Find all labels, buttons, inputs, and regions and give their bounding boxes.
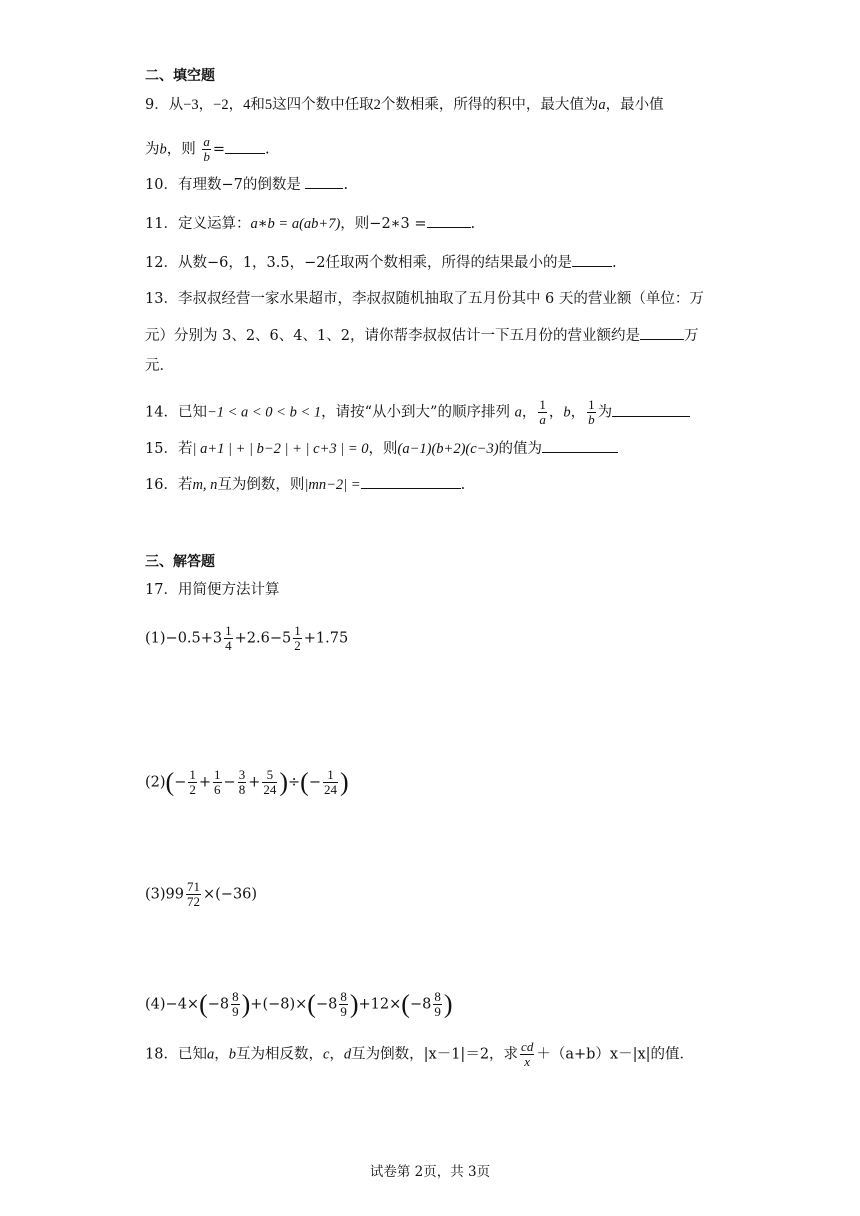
question-11: [145, 213, 475, 234]
fraction-numerator: 3: [238, 767, 246, 782]
sign: +: [198, 774, 212, 791]
fraction-numerator: 71: [187, 879, 200, 894]
fraction: [520, 1040, 534, 1069]
q9-equals: =: [212, 141, 226, 158]
q15-expression: (a−1)(b+2)(c−3): [397, 441, 499, 457]
q14-text: 14．已知: [145, 404, 207, 421]
expr-text: +1.75: [303, 630, 349, 647]
q17-part-1: [145, 624, 348, 653]
fraction: [188, 768, 197, 797]
section-title-solve: 三、解答题: [145, 554, 215, 570]
fraction-numerator: 1: [294, 623, 301, 638]
question-16: [145, 474, 465, 495]
paren-open: (: [307, 989, 316, 1019]
q15-text: ，则: [368, 441, 398, 457]
expr-text: −4×: [165, 996, 200, 1013]
q9-text: ，则: [166, 141, 196, 158]
answer-blank[interactable]: [572, 252, 612, 267]
q9-numbers: −3，−2，4: [183, 97, 251, 113]
paren-open: (: [300, 767, 309, 797]
answer-blank[interactable]: [542, 438, 618, 453]
fraction: [224, 624, 233, 653]
q11-definition: a∗b = a(ab+7): [250, 216, 341, 232]
period: .: [460, 477, 466, 493]
q10-text: 的倒数是: [242, 177, 301, 193]
question-14: [145, 398, 690, 427]
fraction: [213, 768, 222, 797]
q9-var-a: a: [598, 97, 606, 113]
expr-text: −8: [207, 996, 230, 1013]
fraction: [186, 880, 201, 909]
fraction-numerator: 8: [434, 989, 441, 1004]
q18-text: 互为倒数，|x－1|＝2，求: [351, 1046, 519, 1063]
expr-text: −8: [409, 996, 432, 1013]
q9-number: 5: [264, 97, 273, 113]
answer-blank[interactable]: [427, 213, 471, 228]
period: .: [470, 216, 476, 232]
q10-number: −7: [221, 177, 243, 193]
fraction: [323, 768, 338, 797]
q9-text: 为: [145, 141, 160, 158]
fraction: [339, 990, 348, 1019]
expr-text: −8: [315, 996, 338, 1013]
question-18: [145, 1040, 694, 1069]
part-label: (3): [145, 886, 166, 903]
paren-close: ): [340, 767, 349, 797]
separator: ，: [521, 404, 537, 421]
separator: ，: [548, 404, 564, 421]
q17-part-2: [145, 768, 349, 797]
fraction-denominator: 72: [187, 894, 200, 909]
fraction-denominator: a: [539, 412, 546, 427]
question-17-title: 17．用简便方法计算: [145, 582, 280, 598]
fraction: [433, 990, 442, 1019]
question-9-line-1: [145, 95, 664, 115]
sign: −: [308, 774, 321, 791]
fraction: [238, 768, 247, 797]
q9-text: 9．从: [145, 97, 184, 113]
period: .: [343, 177, 349, 193]
period: .: [265, 141, 270, 158]
period: .: [612, 255, 617, 271]
question-10: [145, 174, 348, 195]
q13-text: 元）分别为 3、2、6、4、1、2，请你帮李叔叔估计一下五月份的营业额约是: [145, 328, 640, 344]
question-13-line-2: [145, 325, 698, 346]
q9-number: 2: [373, 97, 381, 113]
q9-text: 个数相乘，所得的积中，最大值为: [380, 97, 599, 113]
fraction-denominator: 2: [294, 638, 301, 653]
fraction-numerator: cd: [521, 1039, 534, 1054]
fraction-numerator: a: [203, 134, 210, 149]
fraction: [293, 624, 302, 653]
part-label: (2): [145, 774, 166, 791]
expr-text: 99: [165, 886, 184, 903]
q15-text: 的值为: [498, 441, 543, 457]
q12-numbers: −6，1，3.5，−2: [206, 255, 326, 271]
fraction-denominator: 9: [434, 1004, 441, 1019]
q10-text: 10．有理数: [145, 177, 222, 193]
fraction-denominator: 8: [238, 782, 246, 797]
paren-close: ): [443, 989, 453, 1019]
q14-fraction-1-over-b: [587, 398, 596, 427]
question-12: [145, 252, 617, 273]
answer-blank[interactable]: [305, 174, 343, 189]
question-9-line-2: [145, 135, 270, 164]
expr-text: ×(−36): [203, 886, 258, 903]
question-13-line-1: 13．李叔叔经营一家水果超市，李叔叔随机抽取了五月份其中 6 天的营业额（单位：万: [145, 291, 704, 307]
sign: −: [223, 774, 236, 791]
separator: ，: [214, 1046, 229, 1063]
fraction-numerator: 1: [588, 397, 595, 412]
fraction-denominator: b: [588, 412, 595, 427]
paren-close: ): [241, 989, 251, 1019]
fraction-denominator: b: [203, 149, 210, 164]
q15-text: 15．若: [145, 441, 193, 457]
q12-text: 任取两个数相乘，所得的结果最小的是: [325, 255, 572, 271]
fraction-numerator: 1: [214, 767, 221, 782]
q11-text: 11．定义运算：: [145, 216, 251, 232]
q9-text: 这四个数中任取: [272, 97, 374, 113]
fraction-numerator: 1: [539, 397, 546, 412]
fraction-denominator: 4: [225, 638, 232, 653]
paren-close: ): [279, 767, 289, 797]
section-title-fill-in: 二、填空题: [145, 68, 215, 84]
paren-open: (: [165, 767, 175, 797]
paren-close: ): [349, 989, 359, 1019]
q14-fraction-1-over-a: [538, 398, 547, 427]
paren-open: (: [199, 989, 208, 1019]
q15-condition: | a+1 | + | b−2 | + | c+3 | = 0: [192, 441, 369, 457]
q16-variables: m, n: [192, 477, 218, 493]
fraction-denominator: x: [524, 1054, 531, 1069]
fraction-denominator: 24: [263, 782, 277, 797]
fraction-numerator: 1: [323, 768, 338, 783]
fraction-numerator: 1: [189, 767, 196, 782]
fraction-denominator: 9: [232, 1004, 239, 1019]
fraction-denominator: 6: [214, 782, 221, 797]
fraction-numerator: 1: [225, 623, 232, 638]
q18-text: 18．已知: [145, 1046, 207, 1063]
fraction-denominator: 2: [189, 782, 196, 797]
expr-text: +12×: [358, 996, 402, 1013]
separator: ，: [570, 404, 586, 421]
q14-var-b: b: [563, 404, 571, 421]
answer-blank[interactable]: [612, 402, 690, 417]
fraction-numerator: 8: [232, 989, 239, 1004]
q18-text: 互为相反数，: [235, 1046, 323, 1063]
q12-text: 12．从数: [145, 255, 207, 271]
fraction-numerator: 8: [340, 989, 347, 1004]
paren-open: (: [401, 989, 410, 1019]
answer-blank[interactable]: [640, 325, 684, 340]
q18-text: ＋（a+b）x－|x|的值．: [536, 1046, 695, 1063]
q16-text: 16．若: [145, 477, 193, 493]
answer-blank[interactable]: [225, 139, 265, 154]
fraction-denominator: 9: [340, 1004, 347, 1019]
fraction: [231, 990, 240, 1019]
sign: −: [174, 774, 187, 791]
q11-expression: −2∗3 =: [369, 216, 427, 232]
part-label: (1): [145, 630, 166, 647]
expr-text: +(−8)×: [250, 996, 308, 1013]
q17-part-3: [145, 880, 257, 909]
q17-part-4: [145, 990, 452, 1019]
expr-text: +2.6−5: [234, 630, 292, 647]
q14-var-a: a: [514, 404, 522, 421]
q14-text: ，请按“从小到大”的顺序排列: [321, 404, 510, 421]
q9-text: 和: [250, 97, 265, 113]
part-label: (4): [145, 996, 166, 1013]
q18-var: b: [228, 1046, 236, 1063]
question-15: [145, 438, 618, 459]
fraction: [262, 768, 277, 797]
q16-expression: |mn−2| =: [304, 477, 361, 493]
q18-var: a: [206, 1046, 215, 1063]
expr-text: −0.5+3: [165, 630, 223, 647]
question-13-line-3: 元．: [145, 358, 174, 374]
fraction-numerator: 5: [262, 768, 277, 783]
sign: +: [248, 774, 261, 791]
q11-text: ，则: [340, 216, 370, 232]
answer-blank[interactable]: [361, 474, 461, 489]
q13-text: 万: [683, 328, 699, 344]
divide-sign: ÷: [288, 774, 301, 791]
fraction-denominator: 24: [324, 782, 337, 797]
q16-text: 互为倒数，则: [217, 477, 305, 493]
page-footer: 试卷第 2页，共 3页: [369, 1164, 491, 1180]
q14-text: 为: [597, 404, 613, 421]
q18-var: c: [322, 1046, 330, 1063]
q9-var-b: b: [159, 141, 167, 158]
separator: ，: [329, 1046, 344, 1063]
q18-var: d: [343, 1046, 352, 1063]
q9-fraction: [202, 135, 211, 164]
q9-text: ，最小值: [605, 97, 664, 113]
q14-condition: −1 < a < 0 < b < 1: [206, 404, 322, 421]
